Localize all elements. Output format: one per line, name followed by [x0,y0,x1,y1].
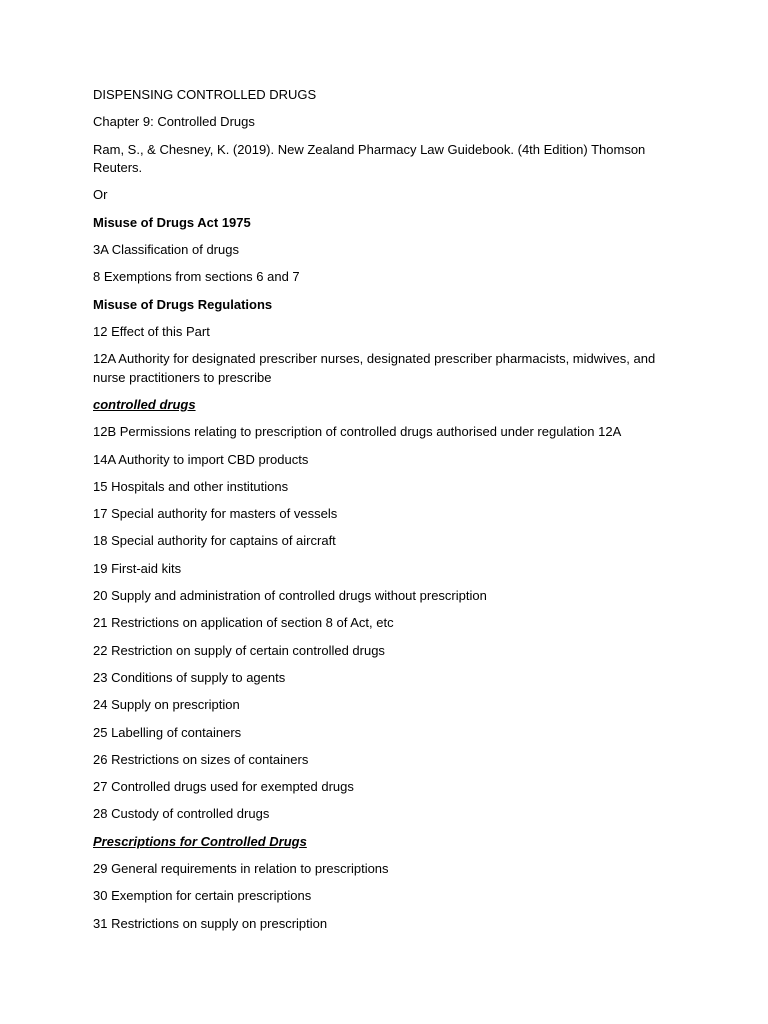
list-item: 12B Permissions relating to prescription of controlled drugs authorised under regulation 12A [93,424,622,440]
chapter-reference: Chapter 9: Controlled Drugs [93,114,255,130]
list-item: 12A Authority for designated prescriber nurses, designated prescriber pharmacists, midwives, and nurse practitioners to prescribe [93,351,656,385]
document-page [93,86,683,942]
list-item: 14A Authority to import CBD products [93,451,309,467]
subheading-controlled-drugs: controlled drugs [93,396,196,412]
section-heading-act: Misuse of Drugs Act 1975 [93,214,251,230]
list-item: 28 Custody of controlled drugs [93,806,270,822]
list-item: 19 First-aid kits [93,560,182,576]
section-heading-regulations: Misuse of Drugs Regulations [93,296,273,312]
or-separator: Or [93,187,108,203]
list-item: 26 Restrictions on sizes of containers [93,751,309,767]
list-item: 22 Restriction on supply of certain controlled drugs [93,642,385,658]
subheading-prescriptions: Prescriptions for Controlled Drugs [93,833,307,849]
list-item: 12 Effect of this Part [93,323,210,339]
document-title: DISPENSING CONTROLLED DRUGS [93,87,317,102]
list-item: 3A Classification of drugs [93,241,239,257]
list-item: 21 Restrictions on application of section 8 of Act, etc [93,615,394,631]
list-item: 30 Exemption for certain prescriptions [93,888,312,904]
citation: Ram, S., & Chesney, K. (2019). New Zealand Pharmacy Law Guidebook. (4th Edition) Thomson Reuters. [93,141,646,176]
list-item: 15 Hospitals and other institutions [93,478,289,494]
list-item: 20 Supply and administration of controlled drugs without prescription [93,588,487,604]
list-item: 29 General requirements in relation to prescriptions [93,861,389,877]
list-item: 25 Labelling of containers [93,724,242,740]
list-item: 27 Controlled drugs used for exempted drugs [93,779,354,795]
list-item: 31 Restrictions on supply on prescription [93,915,328,931]
list-item: 8 Exemptions from sections 6 and 7 [93,269,300,285]
list-item: 23 Conditions of supply to agents [93,669,286,685]
list-item: 24 Supply on prescription [93,697,240,713]
list-item: 17 Special authority for masters of vessels [93,506,338,522]
list-item: 18 Special authority for captains of aircraft [93,533,336,549]
